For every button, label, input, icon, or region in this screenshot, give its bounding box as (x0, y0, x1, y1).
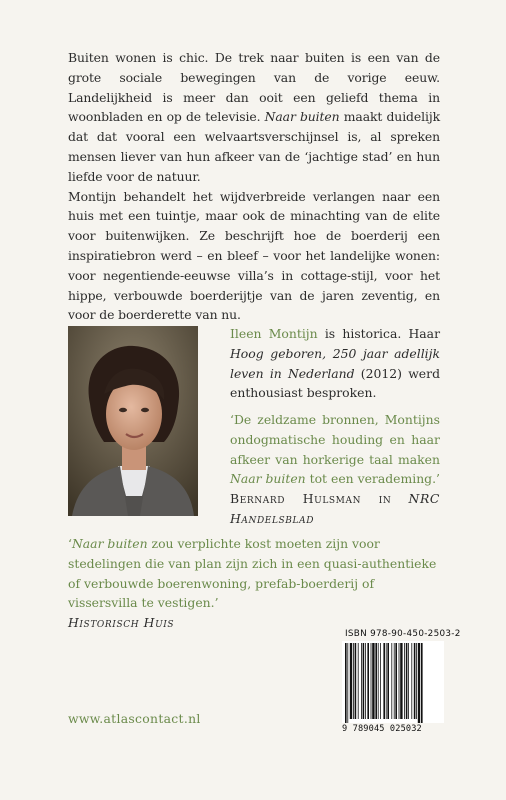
barcode-bar (358, 643, 359, 719)
author-photo (68, 326, 198, 516)
barcode-bar (395, 643, 397, 719)
barcode-bar (408, 643, 409, 719)
barcode-bar (387, 643, 389, 719)
barcode-bar (421, 643, 423, 723)
review-quote-2: ‘Naar buiten zou verplichte kost moeten zijn voor stedelingen die van plan zijn zich in een quasi-authentieke of verbouwde boerenwoning, prefab-boerderij of vissersvilla te vestigen.’ Historisch Huis (68, 534, 440, 633)
barcode-bar (416, 643, 417, 719)
barcode-bar (411, 643, 412, 719)
barcode-bar (345, 643, 347, 723)
barcode-bar (386, 643, 387, 719)
quote-2-source: Historisch Huis (68, 615, 175, 631)
quote-1-source-name: Bernard Hulsman in (230, 491, 392, 507)
back-cover-blurb (68, 48, 440, 325)
book-title: Naar buiten (264, 109, 340, 125)
barcode-bar (355, 643, 357, 719)
publisher-website: www.atlascontact.nl (68, 711, 201, 726)
barcode-bar (353, 643, 354, 719)
barcode (342, 641, 444, 723)
barcode-bar (375, 643, 377, 719)
barcode-bar (406, 643, 408, 719)
barcode-bar (418, 643, 420, 723)
blurb-paragraph-2: Montijn behandelt het wijdverbreide verlangen naar een huis met een tuintje, maar ook de minachting van de elite voor buitenwijken. Ze beschrijft hoe de boerderij een inspiratiebron werd – en bleef – voor het landelijke wonen: voor negentiende-eeuwse villa’s in cottage-stijl, voor het hippe, verbouwde boerderijtje van de jaren zeventig, en voor de boerderette van nu. (68, 188, 440, 323)
barcode-bar (367, 643, 369, 719)
barcode-bar (380, 643, 381, 719)
barcode-bar (347, 643, 348, 723)
barcode-bar (414, 643, 416, 719)
barcode-bars (342, 641, 444, 723)
barcode-bar (350, 643, 352, 719)
barcode-bar (394, 643, 395, 719)
barcode-bar (371, 643, 372, 719)
author-bio: Ileen Montijn is historica. Haar Hoog geboren, 250 jaar adellijk leven in Nederland (2012) werd enthousiast besproken. (230, 326, 440, 401)
author-portrait-image (68, 326, 198, 516)
barcode-bar (400, 643, 402, 719)
isbn-label: ISBN 978-90-450-2503-2 (345, 629, 461, 639)
barcode-bar (399, 643, 400, 719)
review-quote-1: ‘De zeldzame bronnen, Montijns ondogmatische houding en haar afkeer van horkerige taal maken Naar buiten tot een verademing.’ Bernard Hulsman in NRC Handelsblad (230, 412, 440, 526)
barcode-bar (383, 643, 385, 719)
barcode-digits: 9 789045 025032 (342, 724, 422, 734)
barcode-bar (372, 643, 374, 719)
previous-book-title: Hoog geboren, 250 jaar adellijk leven in Nederland (230, 345, 440, 381)
barcode-bar (365, 643, 366, 719)
barcode-bar (361, 643, 362, 719)
blurb-paragraph-1: Buiten wonen is chic. De trek naar buiten is een van de grote sociale bewegingen van de vorige eeuw. Landelijkheid is meer dan ooit een geliefd thema in woonbladen en op de televisie. Naar buiten maakt duidelijk dat dat vooral een welvaartsverschijnsel is, al spreken mensen liever van hun afkeer van de ‘jachtige stad’ en hun liefde voor de natuur. (68, 50, 440, 184)
barcode-bar (378, 643, 379, 719)
barcode-bar (363, 643, 365, 719)
author-name: Ileen Montijn (230, 326, 318, 341)
barcode-bar (391, 643, 392, 719)
barcode-bar (404, 643, 405, 719)
quote-1-source-publication: NRC Handelsblad (230, 491, 440, 526)
